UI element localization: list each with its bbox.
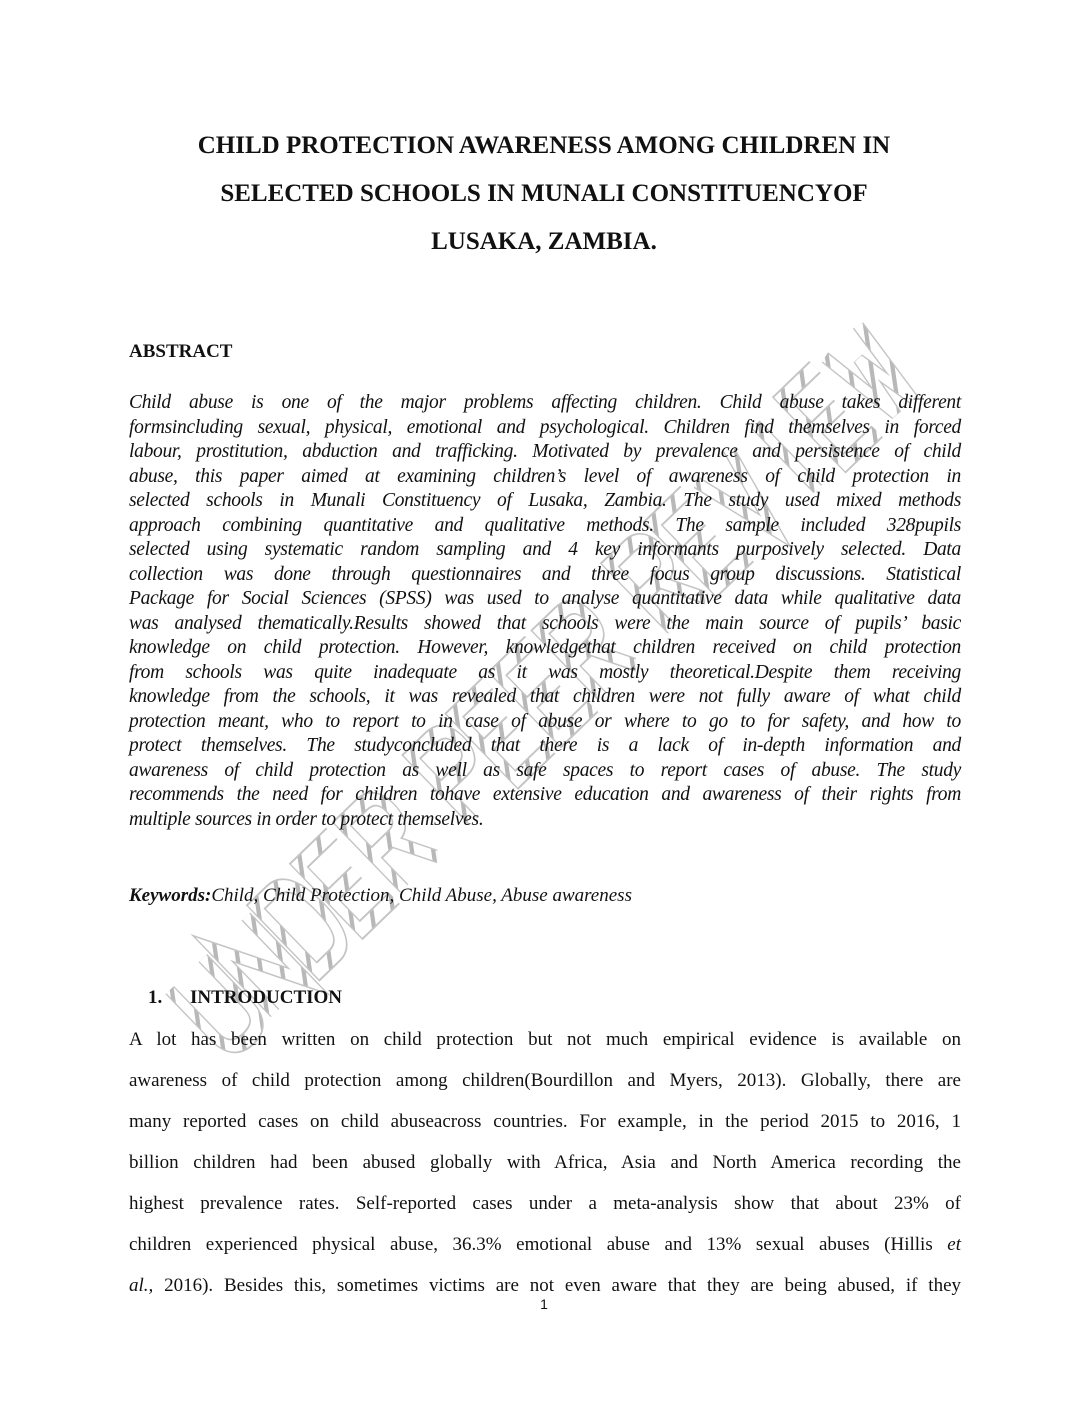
section-number: 1.: [148, 987, 163, 1008]
abstract-line: was analysed thematically.Results showed that schools were the main source of pupils’ basic: [129, 612, 961, 634]
abstract-line: selected schools in Munali Constituency of Lusaka, Zambia. The study used mixed methods: [129, 490, 961, 511]
abstract-line: awareness of child protection as well as safe spaces to report cases of abuse. The study: [129, 759, 961, 781]
watermark-letter-outline: [299, 834, 394, 930]
introduction-line-text: 2016). Besides this, sometimes victims are not even aware that they are being abused, if they: [153, 1275, 961, 1296]
abstract-body: [129, 391, 961, 832]
introduction-line: A lot has been written on child protection but not much empirical evidence is available on: [129, 1029, 961, 1050]
abstract-line: approach combining quantitative and qualitative methods. The sample included 328pupils: [129, 514, 961, 536]
abstract-line: protection meant, who to report to in case of abuse or where to go to for safety, and how to: [129, 710, 961, 732]
abstract-line: from schools was quite inadequate as it was mostly theoretical.Despite them receiving: [129, 661, 961, 683]
paper-title-line: CHILD PROTECTION AWARENESS AMONG CHILDREN IN: [197, 132, 891, 159]
abstract-line: recommends the need for children tohave extensive education and awareness of their rights from: [129, 784, 961, 805]
abstract-line: multiple sources in order to protect themselves.: [129, 808, 484, 830]
keywords-value: Child, Child Protection, Child Abuse, Abuse awareness: [211, 885, 632, 906]
abstract-line: knowledge on child protection. However, knowledgethat children received on child protection: [129, 637, 961, 658]
introduction-body: [129, 1025, 961, 1312]
abstract-line: abuse, this paper aimed at examining children’s level of awareness of child protection in: [129, 465, 961, 487]
section-heading-introduction: [148, 987, 342, 1009]
abstract-line: selected using systematic random sampling and 4 key informants purposively selected. Data: [129, 539, 961, 560]
citation-et-al: al.,: [129, 1275, 154, 1296]
abstract-line: collection was done through questionnaires and three focus group discussions. Statistical: [129, 563, 961, 585]
citation-et: et: [947, 1234, 961, 1255]
abstract-line: labour, prostitution, abduction and trafficking. Motivated by prevalence and persistence of child: [129, 441, 961, 462]
watermark-letter-shape: [299, 834, 394, 930]
page-number: 1: [540, 1296, 548, 1312]
introduction-line: many reported cases on child abuseacross countries. For example, in the period 2015 to 2016, 1: [129, 1111, 961, 1132]
watermark-letter-hatch: [299, 834, 394, 930]
abstract-line: formsincluding sexual, physical, emotional and psychological. Children find themselves in forced: [129, 416, 961, 438]
abstract-line: knowledge from the schools, it was revealed that children were not fully aware of what child: [129, 686, 961, 707]
introduction-line: billion children had been abused globally with Africa, Asia and North America recording the: [129, 1152, 961, 1173]
abstract-line: protect themselves. The studyconcluded that there is a lack of in-depth information and: [129, 735, 961, 756]
abstract-line: Package for Social Sciences (SPSS) was used to analyse quantitative data while qualitative data: [129, 588, 961, 609]
paper-title-line: SELECTED SCHOOLS IN MUNALI CONSTITUENCYOF: [220, 180, 868, 207]
introduction-line: children experienced physical abuse, 36.3% emotional abuse and 13% sexual abuses (Hillis et: [129, 1234, 961, 1255]
keywords: [129, 885, 632, 907]
abstract-line: Child abuse is one of the major problems affecting children. Child abuse takes different: [129, 392, 961, 413]
abstract-heading: ABSTRACT: [129, 341, 233, 362]
introduction-line: awareness of child protection among children(Bourdillon and Myers, 2013). Globally, there are: [129, 1070, 961, 1091]
section-title: INTRODUCTION: [190, 987, 343, 1008]
paper-title-line: LUSAKA, ZAMBIA.: [431, 228, 657, 255]
introduction-line: highest prevalence rates. Self-reported cases under a meta-analysis show that about 23% of: [129, 1193, 961, 1214]
keywords-label: Keywords:: [129, 885, 212, 906]
